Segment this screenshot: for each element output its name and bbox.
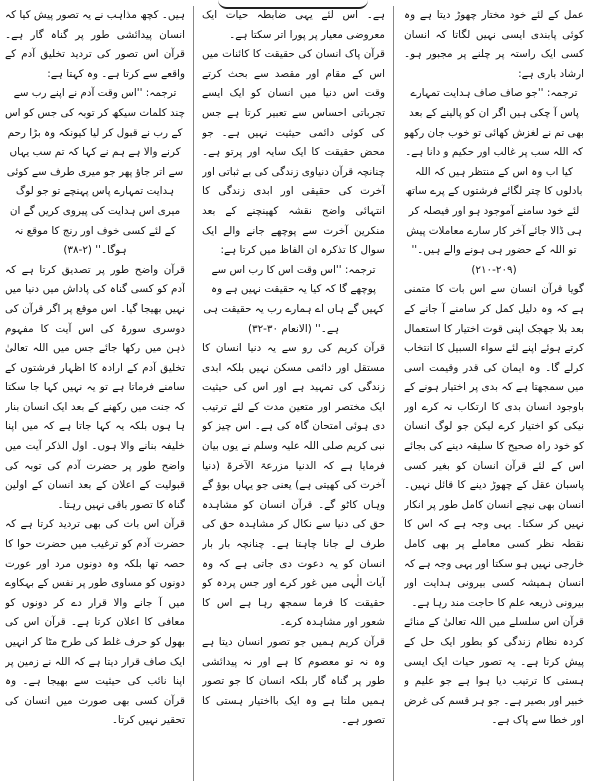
quotation-paragraph: ترجمہ: ''جو صاف صاف ہدایت تمہارے پاس آ چکی ہیں اگر ان کو پالینے کے بعد بھی تم نے لغزش کھائی تو خوب جان رکھو کہ اللہ سب پر غالب اور حکیم و دانا ہے۔ کیا اب وہ اس کے منتظر ہیں کہ اللہ بادلوں کا چتر لگائے فرشتوں کے پرے ساتھ لئے خود سامنے آموجود ہو اور فیصلہ کر ہی ڈالا جائے آخر کار سارے معاملات پیش تو اللہ کے حضور ہی ہونے والے ہیں۔'' (۲۰۹-۲۱۰): [404, 87, 584, 276]
paragraph: قرآن اس بات کی بھی تردید کرتا ہے کہ حضرت آدم کو ترغیب میں حضرت حوا کا حصہ تھا بلکہ وہ دونوں مرد اور عورت دونوں کو مساوی طور پر نفس کے بہکاوے میں آ جانے والا قرار دے کر دونوں کو معافی کا اعلان کرتا ہے۔ قرآن اس کی بھول کو حرف غلط کی طرح مٹا کر انہیں ایک صاف قرار دیتا ہے کہ اللہ نے زمین پر اپنا نائب کی حیثیت سے بھیجا ہے۔ وہ قرآن کسی بھی صورت میں انسان کی تحقیر نہیں کرتا۔: [5, 518, 185, 727]
paragraph: قرآن کریم کی رو سے یہ دنیا انسان کا مستقل اور دائمی مسکن نہیں بلکہ ابدی زندگی کی تمہید ہے اور اس کی حیثیت ایک مختصر اور متعین مدت کے لئے ترتیب دی ہوئی امتحان گاہ کی ہے۔ اس چیز کو نبی کریم صلی اللہ علیہ وسلم نے یوں بیان فرمایا ہے کہ الدنیا مزرعۃ الآخرۃ (دنیا آخرت کی کھیتی ہے) یعنی جو یہاں بوؤ گے وہاں کاٹو گے۔ قرآن انسان کو مشاہدہ حق کی دنیا سے نکال کر مشاہدہ حق کی طرف لے جانا چاہتا ہے۔ چنانچہ بار بار انسان کو یہ دعوت دی جاتی ہے کہ وہ آیات الٰہی میں غور کرے اور جس پردہ کو حقیقت کا فرما سمجھ رہا ہے اس کا شعور اور مشاہدہ کرے۔: [202, 342, 385, 629]
paragraph: ہیں۔ کچھ مذاہب نے یہ تصور پیش کیا کہ انسان پیدائشی طور پر گناہ گار ہے۔ قرآن اس تصور کی تردید تخلیق آدم کے واقعے سے کرتا ہے۔ وہ کہتا ہے:: [5, 9, 185, 80]
text-column-right: [404, 6, 584, 781]
text-column-left: [5, 6, 185, 781]
quotation-paragraph: ترجمہ: ''اس وقت اس کا رب اس سے پوچھے گا کہ کیا یہ حقیقت نہیں ہے وہ کہیں گے ہاں اے ہمارے رب یہ حقیقت ہی ہے۔'' (الانعام ۳۰-۳۲): [203, 263, 384, 335]
paragraph: ہے۔ اس لئے یہی ضابطہ حیات ایک معروضی معیار پر پورا اتر سکتا ہے۔: [202, 9, 385, 41]
column-divider: [393, 6, 394, 781]
quotation-paragraph: ترجمہ: ''اس وقت آدم نے اپنے رب سے چند کلمات سیکھ کر توبہ کی جس کو اس کے رب نے قبول کر لیا کیونکہ وہ بڑا رحم کرنے والا ہے ہم نے کہا کہ تم سب یہاں سے اتر جاؤ پھر جو میری طرف سے کوئی ہدایت تمہارے پاس پہنچے تو جو لوگ میری اس ہدایت کی پیروی کریں گے ان کے لئے کسی خوف اور رنج کا موقع نہ ہوگا۔'' (۲-۳۸): [5, 87, 185, 257]
paragraph: قرآن اس سلسلے میں اللہ تعالیٰ کے منائے کردہ نظام زندگی کو بطور ایک حل کے پیش کرتا ہے۔ یہ تصور حیات ایک ایسی ہستی کا ترتیب دیا ہوا ہے جو علیم و خبیر اور بصیر ہے۔ جو ہر قسم کی غرض اور خطا سے پاک ہے۔: [404, 616, 584, 727]
paragraph: قرآن واضح طور پر تصدیق کرتا ہے کہ آدم کو کسی گناہ کی پاداش میں دنیا میں نہیں بھیجا گیا۔ اس موقع پر اگر قرآن کی دوسری سورۃ کی اس آیت کا مفہوم ذہن میں رکھا جائے جس میں اللہ تعالیٰ تخلیق آدم کے ارادہ کا اظہار فرشتوں کے سامنے فرماتا ہے تو یہ نہیں کہا جا سکتا کہ جنت میں رکھنے کے بعد ایک انسان بنار ہا ہوں بلکہ یہ کہا جاتا ہے کہ میں اپنا خلیفہ بنانے والا ہوں۔ اول الذکر آیت میں واضح طور پر حضرت آدم کی توبہ کی قبولیت کے اعلان کے بعد انسان کے اولین گناہ کا تصور باقی نہیں رہتا۔: [5, 263, 185, 511]
paragraph: عمل کے لئے خود مختار چھوڑ دیتا ہے وہ کوئی پابندی ایسی نہیں لگاتا کہ انسان کسی ایک راستہ پر چلنے پر مجبور ہو۔ ارشاد باری ہے:: [404, 9, 584, 80]
column-divider: [193, 6, 194, 781]
paragraph: گویا قرآن انسان سے اس بات کا متمنی ہے کہ وہ دلیل کمل کر سامنے آ جانے کے بعد بلا جھجک اپنی قوت اختیار کا استعمال کرتے ہوئے اپنے لئے سواء السبیل کا انتخاب کرلے گا۔ وہ ایمان کی قدر وقیمت اسی میں سمجھتا ہے کہ بدی پر اختیار ہونے کے باوجود انسان بدی کا ارتکاب نہ کرے اور نیکی کو اختیار کرے لیکن جو لوگ انسان کو خود راہ صحیح کا سلیقہ دینے کی بجائے اس کے لئے قرآن انسان کو بغیر کسی پاسبان عقل کے چھوڑ دینے کا قائل نہیں۔ انسان بھی نیچے انسان کامل طور پر انکار نہیں کر سکتا۔ یہی وجہ ہے کہ اس کا نقطہ نظر کسی معاملے پر بھی کامل خارجی نہیں ہو سکتا اور یہی وجہ ہے کہ انسان ہمیشہ کسی بیرونی ہدایت اور بیرونی ذریعہ علم کا حاجت مند رہا ہے۔: [404, 283, 584, 609]
paragraph: قرآن کریم ہمیں جو تصور انسان دیتا ہے وہ نہ تو معصوم کا ہے اور نہ پیدائشی طور پر گناہ گار بلکہ انسان کا جو تصور ہمیں ملتا ہے وہ ایک بااختیار ہستی کا تصور ہے۔: [202, 636, 385, 727]
text-column-middle: [202, 6, 385, 781]
paragraph: قرآن پاک انسان کی حقیقت کا کائنات میں اس کے مقام اور مقصد سے بحث کرتے وقت اس دنیا میں انسان کو ایک ایسے تجرباتی احساس سے تعبیر کرتا ہے جس کی کوئی دائمی حیثیت نہیں ہے۔ جو محض حقیقت کا ایک سایہ اور پرتو ہے۔ چنانچہ قرآن دنیاوی زندگی کی بے ثباتی اور آخرت کی حقیقی اور ابدی زندگی کا انتہائی واضح نقشہ کھینچنے کے بعد منکرین آخرت سے پوچھے جانے والے ایک سوال کا تذکرہ ان الفاظ میں کرتا ہے:: [202, 48, 385, 257]
